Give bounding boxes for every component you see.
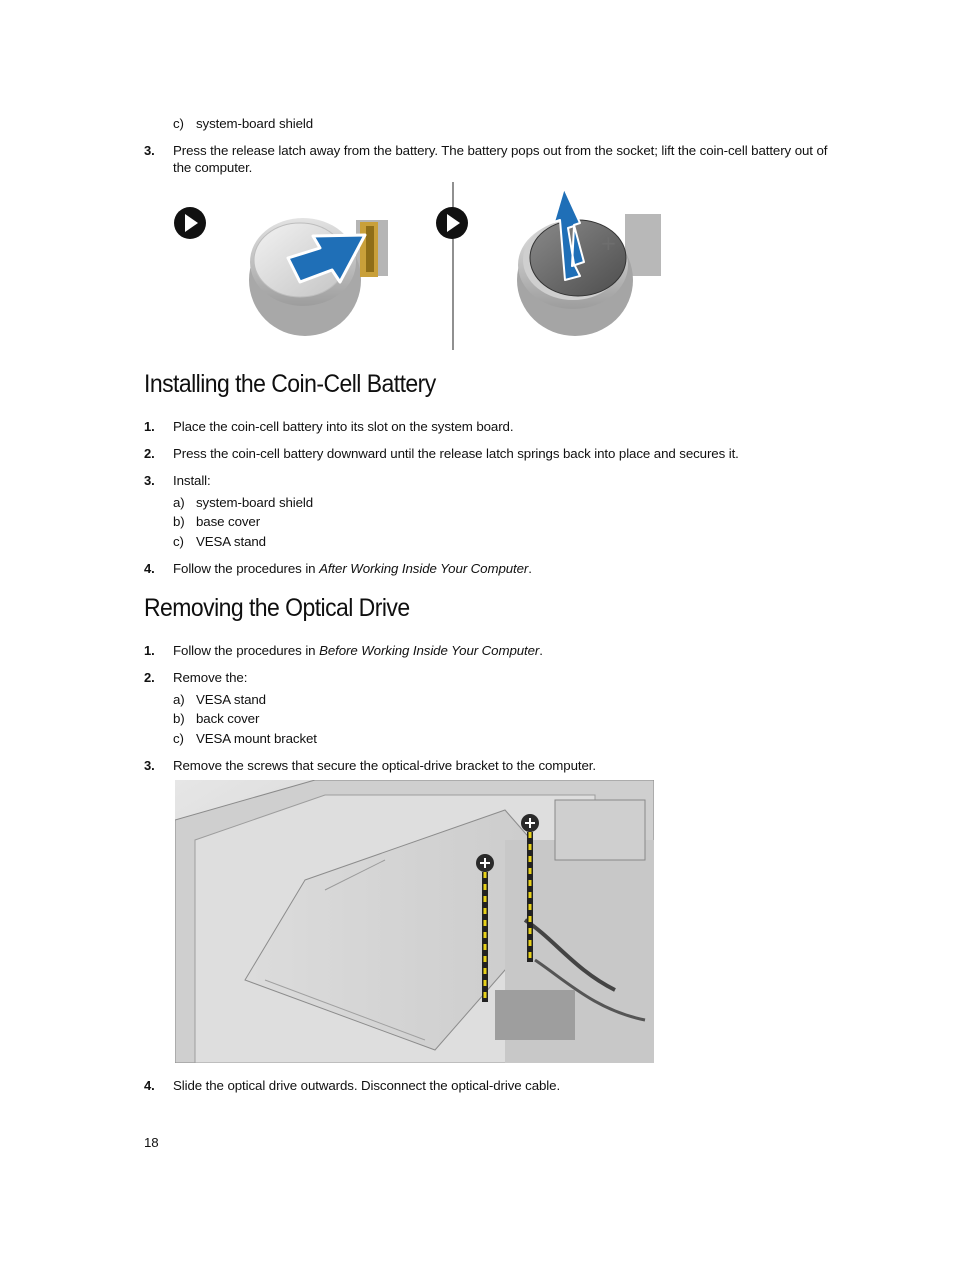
step-number: 2. (144, 670, 155, 685)
battery-socket-open (517, 214, 661, 336)
step-text-part: Follow the procedures in (173, 561, 320, 576)
list-marker: c) (173, 534, 184, 549)
optical-drive-screws-figure (175, 780, 654, 1063)
step-text (173, 642, 543, 659)
arrow-circle-icon (436, 207, 468, 239)
list-item (173, 513, 261, 530)
step-text: Remove the: (173, 670, 248, 685)
step-text (173, 560, 532, 577)
step-text-part: . (539, 643, 543, 658)
section-heading-installing: Installing the Coin-Cell Battery (144, 370, 436, 398)
step-text-part: Follow the procedures in (173, 643, 320, 658)
svg-text:+: + (600, 231, 617, 255)
list-text: system-board shield (196, 495, 314, 510)
list-text: VESA stand (196, 692, 266, 707)
step-number: 1. (144, 419, 155, 434)
list-marker: c) (173, 731, 184, 746)
arrow-circle-icon (174, 207, 206, 239)
step-text: Press the coin-cell battery downward until the release latch springs back into place and secures it. (173, 446, 739, 461)
list-marker: c) (173, 116, 184, 131)
list-item (173, 494, 314, 511)
list-text: VESA mount bracket (196, 731, 317, 746)
list-text: system-board shield (196, 116, 314, 131)
step-number: 3. (144, 758, 155, 773)
list-text: back cover (196, 711, 260, 726)
step-number: 3. (144, 473, 155, 488)
step-number: 1. (144, 643, 155, 658)
list-item (173, 710, 260, 727)
step-text-line: the computer. (173, 160, 253, 175)
step-text (173, 142, 853, 176)
list-item (173, 691, 266, 708)
step-number: 4. (144, 561, 155, 576)
cross-reference-link[interactable]: After Working Inside Your Computer (319, 561, 529, 576)
list-text: base cover (196, 514, 261, 529)
coin-cell-removal-figure (170, 180, 670, 352)
step-number: 4. (144, 1078, 155, 1093)
list-item (173, 533, 266, 550)
step-text: Slide the optical drive outwards. Disconnect the optical-drive cable. (173, 1078, 561, 1093)
step-text-line: Press the release latch away from the battery. The battery pops out from the socket; lift the coin-cell battery out of (173, 143, 828, 158)
step-text-part: . (528, 561, 532, 576)
cross-reference-link[interactable]: Before Working Inside Your Computer (319, 643, 540, 658)
list-marker: a) (173, 692, 185, 707)
list-marker: a) (173, 495, 185, 510)
list-marker: b) (173, 514, 185, 529)
list-marker: b) (173, 711, 185, 726)
step-text: Place the coin-cell battery into its slot on the system board. (173, 419, 514, 434)
list-text: VESA stand (196, 534, 266, 549)
list-item (173, 730, 317, 747)
list-item-system-board-shield (173, 115, 314, 132)
step-number: 2. (144, 446, 155, 461)
step-number: 3. (144, 143, 155, 158)
page-number: 18 (144, 1135, 159, 1150)
step-text: Install: (173, 473, 211, 488)
section-heading-removing: Removing the Optical Drive (144, 594, 410, 622)
step-text: Remove the screws that secure the optical-drive bracket to the computer. (173, 758, 596, 773)
